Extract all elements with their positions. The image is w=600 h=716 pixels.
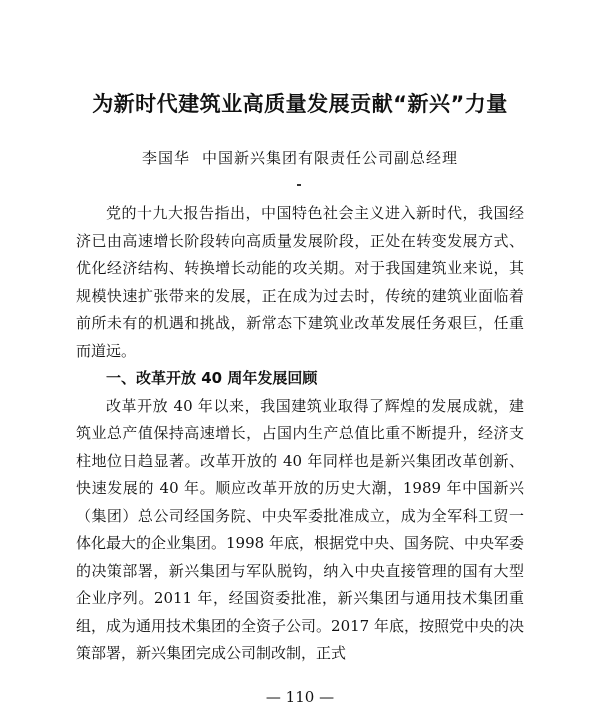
page-number: — 110 — (265, 688, 335, 706)
author-name: 李国华 (141, 149, 190, 167)
author-line (60, 147, 540, 168)
author-affiliation: 中国新兴集团有限责任公司副总经理 (202, 149, 459, 167)
section-heading: 一、改革开放 40 周年发展回顾 (106, 369, 318, 387)
article-body (76, 200, 524, 668)
section-paragraph: 改革开放 40 年以来，我国建筑业取得了辉煌的发展成就，建筑业总产值保持高速增长，占国内生产总值比重不断提升，经济支柱地位日趋显著。改革开放的 40 年同样也是新兴集团改革创新、快速发展的 40 年。顺应改革开放的历史大潮，1989 年中国新兴（集团）总公司经国务院、中央军委批准成立，成为全军科工贸一体化最大的企业集团。1998 年底，根据党中央、国务院、中央军委的决策部署，新兴集团与军队脱钩，纳入中央直接管理的国有大型企业序列。2011 年，经国资委批准，新兴集团与通用技术集团重组，成为通用技术集团的全资子公司。2017 年底，按照党中央的决策部署，新兴集团完成公司制改制，正式 (76, 396, 524, 662)
article-title: 为新时代建筑业高质量发展贡献“新兴”力量 (92, 92, 508, 116)
intro-paragraph: 党的十九大报告指出，中国特色社会主义进入新时代，我国经济已由高速增长阶段转向高质量发展阶段，正处在转变发展方式、优化经济结构、转换增长动能的攻关期。对于我国建筑业来说，其规模快速扩张带来的发展，正在成为过去时，传统的建筑业面临着前所未有的机遇和挑战，新常态下建筑业改革发展任务艰巨，任重而道远。 (76, 204, 524, 360)
separator-mark (297, 184, 301, 186)
